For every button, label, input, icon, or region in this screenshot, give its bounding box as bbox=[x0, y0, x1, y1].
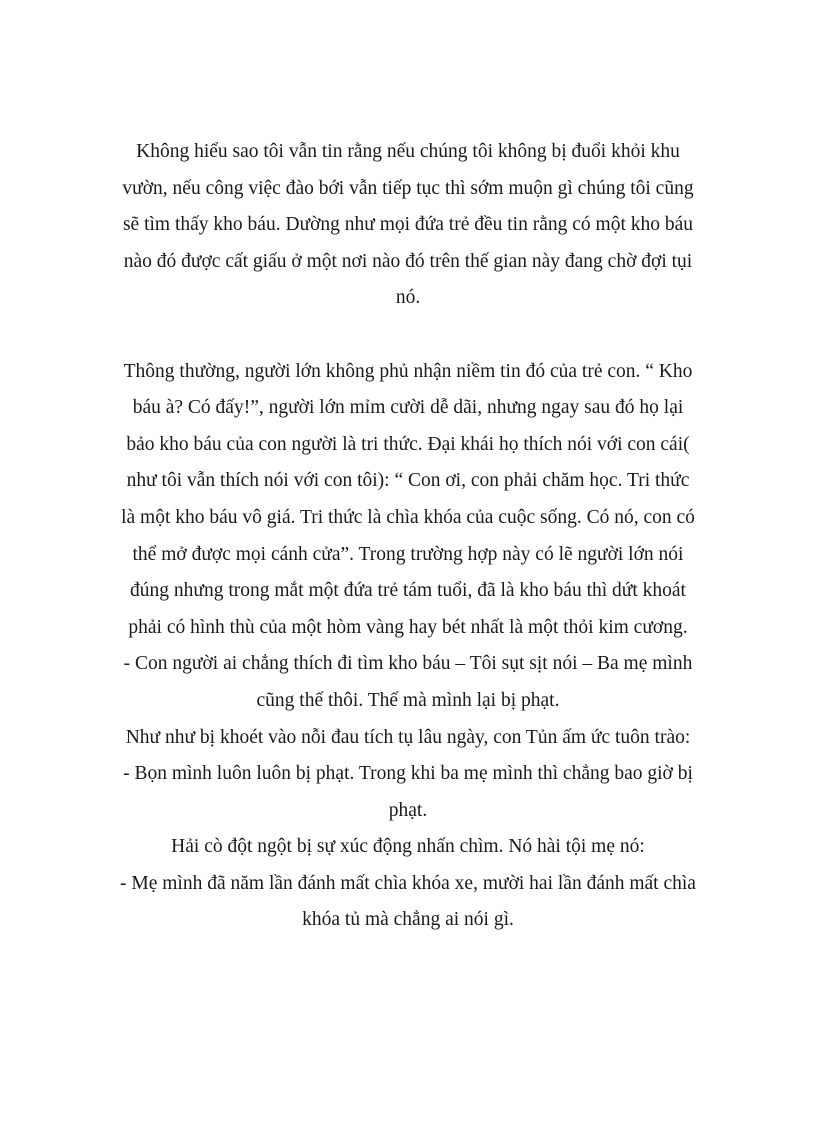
dialogue-line-hai-co: - Mẹ mình đã năm lần đánh mất chìa khóa xe, mười hai lần đánh mất chìa khóa tủ mà chẳng ai nói gì. bbox=[120, 872, 696, 931]
narration-tun: Như như bị khoét vào nỗi đau tích tụ lâu ngày, con Tủn ấm ức tuôn trào: bbox=[125, 726, 691, 748]
dialogue-line-tun: - Bọn mình luôn luôn bị phạt. Trong khi ba mẹ mình thì chẳng bao giờ bị phạt. bbox=[123, 763, 693, 821]
paragraph-adults-knowledge: Thông thường, người lớn không phủ nhận niềm tin đó của trẻ con. “ Kho báu à? Có đấy!”, người lớn mỉm cười dễ dãi, nhưng ngay sau đó họ lại bảo kho báu của con người là tri thức. Đại khái họ thích nói với con cái( như tôi vẫn thích nói với con tôi): “ Con ơi, con phải chăm học. Tri thức là một kho báu vô giá. Tri thức là chìa khóa của cuộc sống. Có nó, con có thể mở được mọi cánh cửa”. Trong trường hợp này có lẽ người lớn nói đúng nhưng trong mắt một đứa trẻ tám tuổi, đã là kho báu thì dứt khoát phải có hình thù của một hòm vàng hay bét nhất là một thỏi kim cương. bbox=[121, 360, 695, 638]
paragraph-spacer bbox=[118, 317, 698, 354]
dialogue-line-narrator: - Con người ai chẳng thích đi tìm kho báu – Tôi sụt sịt nói – Ba mẹ mình cũng thế thôi. Thế mà mình lại bị phạt. bbox=[123, 653, 693, 711]
narration-hai-co: Hải cò đột ngột bị sự xúc động nhấn chìm. Nó hài tội mẹ nó: bbox=[171, 836, 645, 858]
paragraph-treasure-belief: Không hiểu sao tôi vẫn tin rằng nếu chúng tôi không bị đuổi khỏi khu vườn, nếu công việc đào bới vẫn tiếp tục thì sớm muộn gì chúng tôi cũng sẽ tìm thấy kho báu. Dường như mọi đứa trẻ đều tin rằng có một kho báu nào đó được cất giấu ở một nơi nào đó trên thế gian này đang chờ đợi tụi nó. bbox=[122, 141, 694, 309]
document-page bbox=[118, 134, 698, 939]
